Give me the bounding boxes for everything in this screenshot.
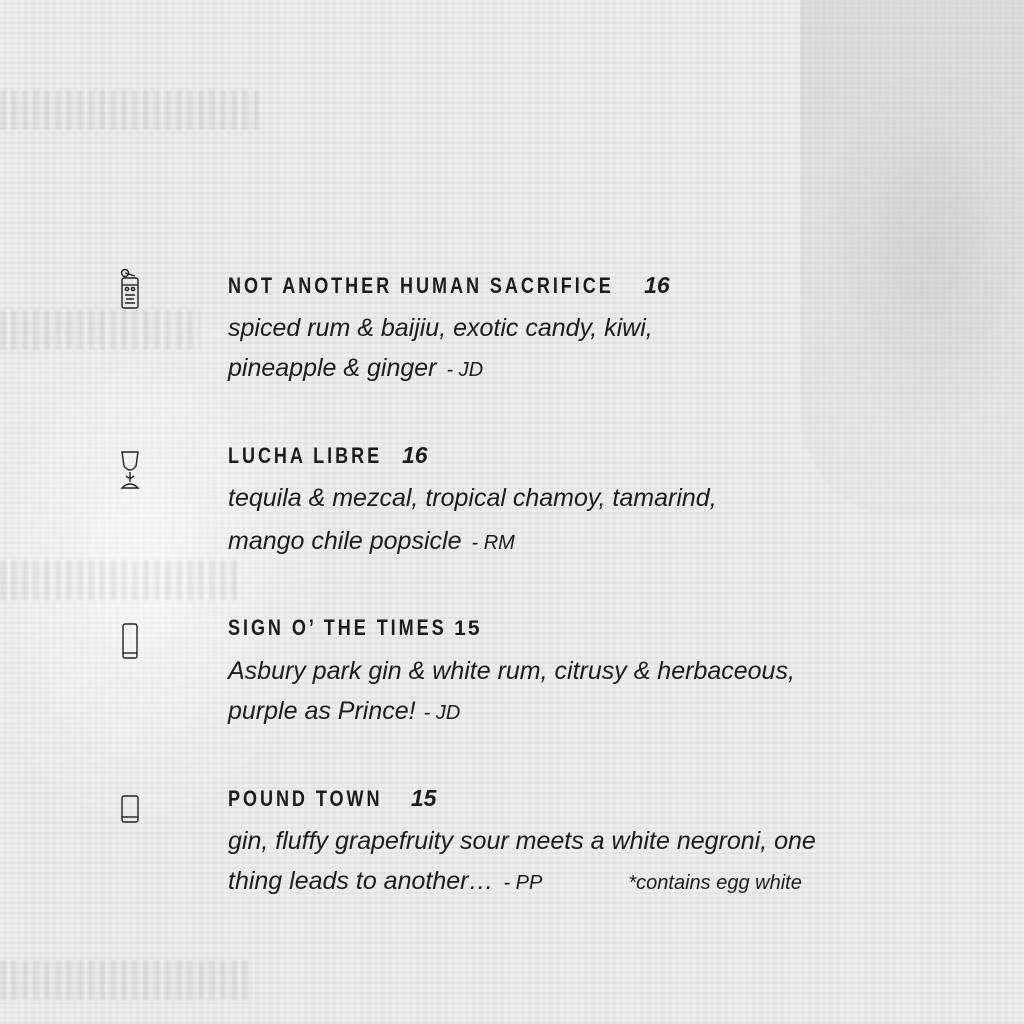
- item-title-line: [228, 442, 428, 469]
- item-author: - PP: [503, 872, 543, 894]
- item-description-line: Asbury park gin & white rum, citrusy & herbaceous,: [228, 657, 795, 685]
- item-name: SIGN O’ THE TIMES: [228, 615, 447, 640]
- allergen-note: *contains egg white: [628, 872, 802, 894]
- item-author: - RM: [471, 532, 515, 554]
- item-description-line: [228, 527, 515, 556]
- item-author: - JD: [446, 359, 484, 381]
- item-price: 16: [644, 272, 670, 298]
- rocks-glass-icon: [114, 789, 146, 833]
- item-description-line: [228, 867, 802, 896]
- item-description-text: thing leads to another…: [228, 867, 494, 895]
- tiki-mug-icon: [114, 268, 146, 312]
- item-price: 15: [454, 617, 482, 640]
- item-description-line: [228, 354, 483, 383]
- item-title-line: [228, 615, 482, 641]
- background-faded-shape: [800, 0, 1024, 520]
- highball-glass-icon: [114, 619, 146, 663]
- item-description-text: pineapple & ginger: [228, 354, 437, 382]
- item-description-line: tequila & mezcal, tropical chamoy, tamarind,: [228, 484, 717, 512]
- goblet-glass-icon: [114, 448, 146, 492]
- item-description-text: purple as Prince!: [228, 697, 416, 725]
- item-description-line: [228, 697, 460, 726]
- item-description-text: mango chile popsicle: [228, 527, 462, 555]
- item-title-line: [228, 785, 436, 812]
- item-name: NOT ANOTHER HUMAN SACRIFICE: [228, 273, 614, 298]
- background-faded-texture: [0, 960, 250, 1000]
- item-author: - JD: [423, 702, 461, 724]
- background-faded-texture: [0, 310, 200, 350]
- background-faded-texture: [0, 560, 240, 600]
- item-description-line: gin, fluffy grapefruity sour meets a white negroni, one: [228, 827, 816, 855]
- item-title-line: [228, 272, 670, 299]
- item-name: LUCHA LIBRE: [228, 443, 383, 468]
- item-price: 15: [410, 785, 437, 811]
- background-faded-texture: [0, 90, 260, 130]
- item-name: POUND TOWN: [228, 786, 383, 811]
- item-price: 16: [401, 442, 428, 468]
- item-description-line: spiced rum & baijiu, exotic candy, kiwi,: [228, 314, 653, 342]
